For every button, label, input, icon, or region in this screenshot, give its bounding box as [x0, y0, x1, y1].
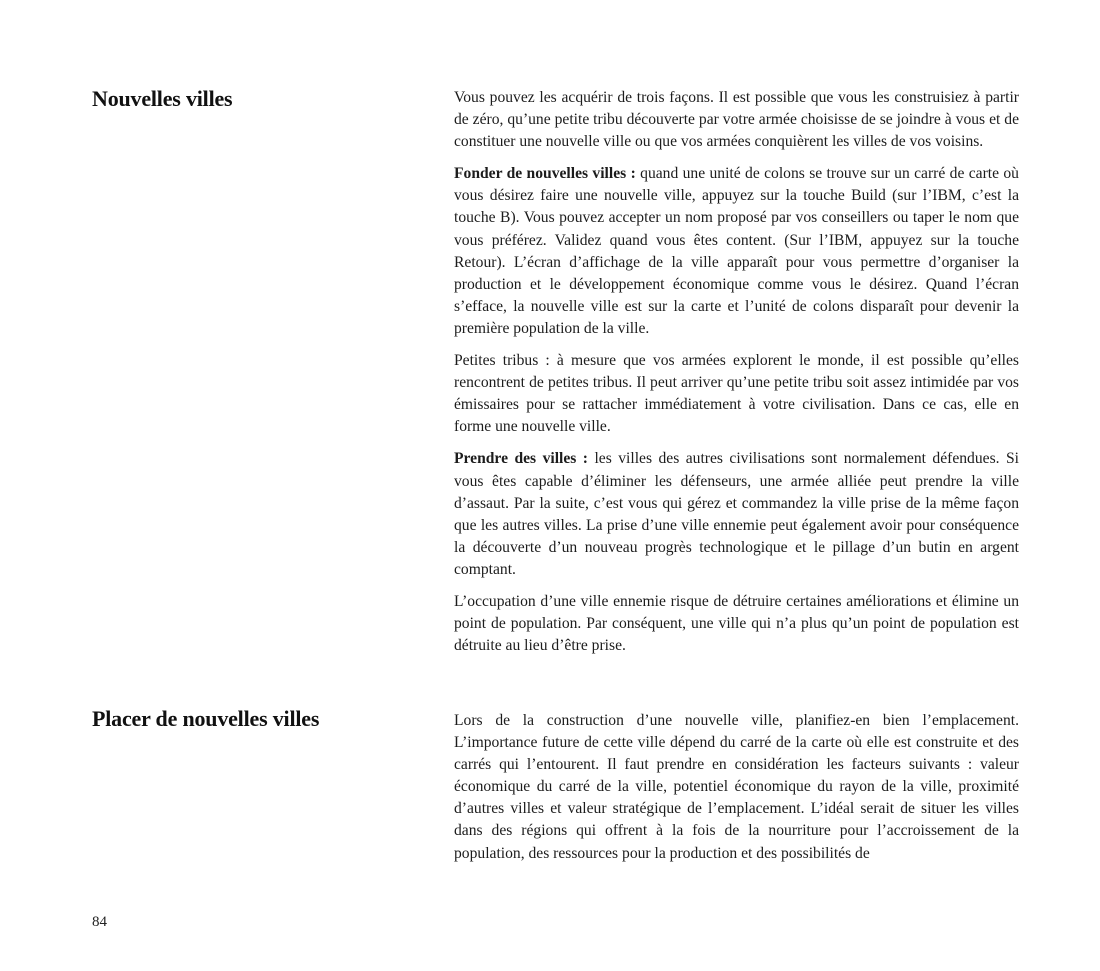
term-fonder: Fonder de nouvelles villes :	[454, 165, 636, 183]
section-heading-placer: Placer de nouvelles villes	[92, 706, 320, 731]
paragraph-placer: Lors de la construction d’une nouvelle ville, planifiez-en bien l’emplacement. L’importance future de cette ville dépend du carré de la carte où elle est construite et des carrés qui l’entourent. Il faut prendre en considération les facteurs suivants : valeur économique du carré de la ville, potentiel économique du rayon de la ville, proximité d’autres villes et valeur stratégique de l’emplacement. L’idéal serait de situer les villes dans des régions qui offrent à la fois de la nourriture pour l’accroissement de la population, des ressources pour la production et des possibilités de	[454, 712, 1019, 862]
paragraph-prendre-text: les villes des autres civilisations sont normalement défendues. Si vous êtes capable d’éliminer les défenseurs, une armée alliée peut prendre la ville d’assaut. Par la suite, c’est vous qui gérez et commandez la ville prise de la même façon que les autres villes. La prise d’une ville ennemie peut également avoir pour conséquence la découverte d’un nouveau progrès technologique et le pillage d’un butin en argent comptant.	[454, 450, 1020, 578]
term-prendre: Prendre des villes :	[454, 450, 589, 468]
paragraph-occupation: L’occupation d’une ville ennemie risque de détruire certaines améliorations et élimine un point de population. Par conséquent, une ville qui n’a plus qu’un point de population est détruite au lieu d’être prise.	[454, 592, 1019, 655]
paragraph-prendre	[454, 448, 1019, 581]
section-body-placer	[454, 710, 1019, 875]
paragraph-intro: Vous pouvez les acquérir de trois façons. Il est possible que vous les construisiez à partir de zéro, qu’une petite tribu découverte par votre armée choisisse de se joindre à vous et de constituer une nouvelle ville ou que vos armées conquièrent les villes de vos voisins.	[454, 89, 1019, 151]
page-number: 84	[92, 914, 107, 930]
paragraph-fonder	[454, 163, 1019, 340]
paragraph-petites-tribus: Petites tribus : à mesure que vos armées explorent le monde, il est possible qu’elles rencontrent de petites tribus. Il peut arriver qu’une petite tribu soit assez intimidée par vos émissaires pour se rattacher immédiatement à votre civilisation. Dans ce cas, elle en forme une nouvelle ville.	[454, 352, 1019, 436]
paragraph-fonder-text: quand une unité de colons se trouve sur un carré de carte où vous désirez faire une nouvelle ville, appuyez sur la touche Build (sur l’IBM, c’est la touche B). Vous pouvez accepter un nom proposé par vos conseillers ou taper le nom que vous préférez. Validez quand vous êtes content. (Sur l’IBM, appuyez sur la touche Retour). L’écran d’affichage de la ville apparaît pour vous permettre d’organiser la production et le développement économique comme vous le désirez. Quand l’écran s’efface, la nouvelle ville est sur la carte et l’unité de colons disparaît pour devenir la première population de la ville.	[454, 165, 1019, 337]
section-heading-nouvelles-villes: Nouvelles villes	[92, 86, 233, 111]
section-body-nouvelles-villes	[454, 87, 1019, 667]
